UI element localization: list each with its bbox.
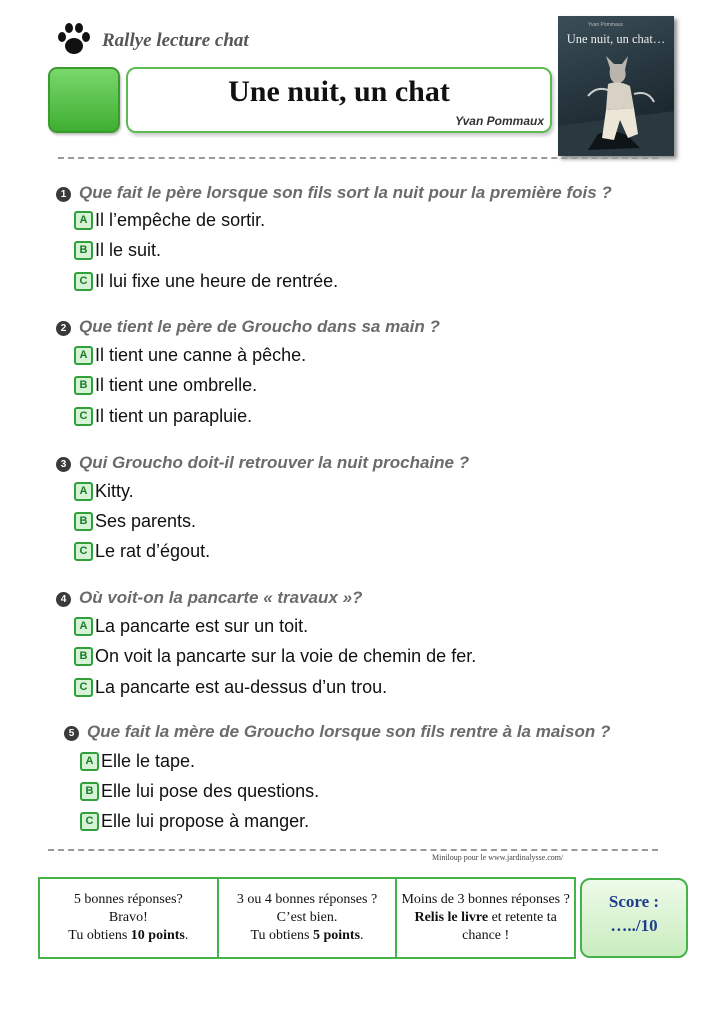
cell-line: Tu obtiens [68, 928, 131, 943]
footer-credit: Miniloup pour le www.jardinalysse.com/ [432, 853, 564, 862]
answer-text: Elle lui pose des questions. [101, 781, 320, 801]
option-a-badge[interactable]: A [80, 752, 99, 771]
option-c-badge[interactable]: C [80, 812, 99, 831]
question-2 [56, 317, 440, 337]
answer-text: Le rat d’égout. [95, 541, 211, 561]
answer-2a[interactable] [74, 345, 306, 366]
option-c-badge[interactable]: C [74, 272, 93, 291]
option-b-badge[interactable]: B [74, 647, 93, 666]
answer-text: La pancarte est sur un toit. [95, 616, 309, 636]
option-a-badge[interactable]: A [74, 482, 93, 501]
cell-line: Tu obtiens [250, 928, 313, 943]
question-number: 3 [56, 457, 71, 472]
cell-line: 5 bonnes réponses? [73, 892, 183, 907]
score-cell-10 [40, 879, 219, 957]
book-cover-image [558, 16, 674, 156]
option-b-badge[interactable]: B [74, 376, 93, 395]
question-5 [64, 722, 610, 742]
page-title: Une nuit, un chat [228, 75, 450, 108]
question-4 [56, 588, 362, 608]
cover-author: Yvan Pommaux [588, 22, 624, 28]
divider [48, 849, 658, 851]
question-number: 1 [56, 187, 71, 202]
answer-1c[interactable] [74, 271, 338, 292]
answer-text: Il l’empêche de sortir. [95, 210, 266, 230]
brand-label: Rallye lecture chat [102, 30, 249, 51]
answer-text: Il le suit. [95, 240, 162, 260]
option-c-badge[interactable]: C [74, 407, 93, 426]
option-a-badge[interactable]: A [74, 211, 93, 230]
answer-2b[interactable] [74, 375, 257, 396]
option-b-badge[interactable]: B [80, 782, 99, 801]
answer-text: Il tient une canne à pêche. [95, 345, 307, 365]
answer-text: Il lui fixe une heure de rentrée. [95, 271, 339, 291]
score-box[interactable] [580, 878, 688, 958]
answer-3a[interactable] [74, 481, 134, 502]
question-text: Où voit-on la pancarte « travaux »? [79, 588, 363, 607]
cell-line: 3 ou 4 bonnes réponses ? [236, 892, 378, 907]
answer-3c[interactable] [74, 541, 210, 562]
question-number: 4 [56, 592, 71, 607]
question-text: Que fait la mère de Groucho lorsque son fils rentre à la maison ? [87, 722, 611, 741]
cell-line: C’est bien. [276, 910, 338, 925]
answer-4b[interactable] [74, 646, 476, 667]
answer-text: La pancarte est au-dessus d’un trou. [95, 677, 388, 697]
option-c-badge[interactable]: C [74, 542, 93, 561]
cell-punct: . [184, 928, 189, 943]
question-number: 2 [56, 321, 71, 336]
answer-text: Il tient un parapluie. [95, 406, 253, 426]
score-cell-5 [219, 879, 398, 957]
cell-punct: . [360, 928, 364, 943]
cat-illustration [558, 16, 674, 156]
option-a-badge[interactable]: A [74, 346, 93, 365]
score-value[interactable]: …../10 [610, 916, 658, 935]
cell-line: Bravo! [108, 910, 148, 925]
cover-title: Une nuit, un chat… [566, 32, 666, 46]
question-text: Que tient le père de Groucho dans sa main ? [79, 317, 440, 336]
answer-text: Il tient une ombrelle. [95, 375, 258, 395]
answer-5a[interactable] [80, 751, 195, 772]
points-label: 10 points [130, 928, 185, 943]
answer-1b[interactable] [74, 240, 161, 261]
option-b-badge[interactable]: B [74, 241, 93, 260]
paw-icon [56, 22, 92, 56]
score-cell-retry [397, 879, 574, 957]
score-table [38, 877, 576, 959]
author-name: Yvan Pommaux [455, 114, 544, 128]
answer-4c[interactable] [74, 677, 387, 698]
answer-text: Elle lui propose à manger. [101, 811, 310, 831]
answer-4a[interactable] [74, 616, 308, 637]
answer-text: Elle le tape. [101, 751, 196, 771]
answer-5b[interactable] [80, 781, 319, 802]
question-text: Que fait le père lorsque son fils sort la nuit pour la première fois ? [79, 183, 612, 202]
answer-text: Ses parents. [95, 511, 197, 531]
answer-text: Kitty. [95, 481, 134, 501]
points-label: 5 points [312, 928, 361, 943]
answer-5c[interactable] [80, 811, 309, 832]
reread-label: Relis le livre [414, 910, 489, 925]
answer-1a[interactable] [74, 210, 265, 231]
option-c-badge[interactable]: C [74, 678, 93, 697]
cell-line: et retente ta chance ! [462, 910, 557, 943]
answer-2c[interactable] [74, 406, 252, 427]
score-label: Score : [608, 892, 660, 911]
question-1 [56, 183, 612, 203]
answer-3b[interactable] [74, 511, 196, 532]
question-text: Qui Groucho doit-il retrouver la nuit prochaine ? [79, 453, 470, 472]
question-3 [56, 453, 469, 473]
question-number: 5 [64, 726, 79, 741]
option-b-badge[interactable]: B [74, 512, 93, 531]
decorative-green-square [48, 67, 120, 133]
option-a-badge[interactable]: A [74, 617, 93, 636]
cell-line: Moins de 3 bonnes réponses ? [401, 892, 570, 907]
divider [58, 157, 658, 159]
answer-text: On voit la pancarte sur la voie de chemin de fer. [95, 646, 477, 666]
